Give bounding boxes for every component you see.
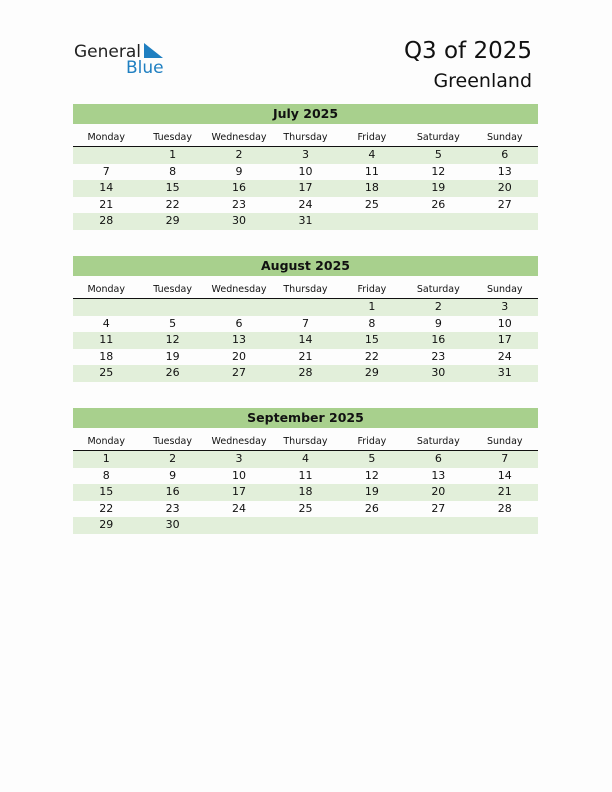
day-cell: 2: [235, 148, 243, 161]
day-cell: 26: [364, 501, 379, 515]
day-cell: [405, 517, 471, 534]
day-cell: 2: [434, 300, 442, 313]
day-cell: 6: [235, 316, 243, 330]
day-cell: [472, 213, 538, 230]
day-cell: [73, 147, 139, 164]
day-cell: 31: [497, 366, 512, 380]
day-cell: 28: [497, 501, 512, 515]
weekday-label: Friday: [357, 132, 387, 143]
weekday-label: Monday: [87, 436, 125, 447]
day-cell: 5: [169, 316, 177, 330]
month-calendar-august: [73, 256, 538, 382]
week-row: [73, 332, 538, 349]
day-cell: 12: [165, 333, 180, 347]
weekday-label: Wednesday: [211, 436, 267, 447]
day-cell: 5: [368, 452, 376, 465]
day-cell: 18: [364, 181, 379, 195]
day-cell: 27: [232, 366, 247, 380]
week-row: [73, 316, 538, 333]
day-cell: 26: [431, 197, 446, 211]
day-cell: 1: [368, 300, 376, 313]
day-cell: 3: [501, 300, 509, 313]
day-cell: 4: [368, 148, 376, 161]
day-cell: 27: [431, 501, 446, 515]
day-cell: [272, 517, 338, 534]
day-cell: 8: [102, 468, 110, 482]
day-cell: 1: [169, 148, 177, 161]
week-row: [73, 468, 538, 485]
weekday-label: Saturday: [416, 132, 460, 143]
week-row: [73, 164, 538, 181]
day-cell: 11: [364, 164, 379, 178]
day-cell: 4: [301, 452, 309, 465]
day-cell: 5: [434, 148, 442, 161]
day-cell: 23: [165, 501, 180, 515]
day-cell: 2: [169, 452, 177, 465]
weekday-label: Thursday: [283, 436, 328, 447]
day-cell: 7: [501, 452, 509, 465]
day-cell: [339, 213, 405, 230]
day-cell: 30: [431, 366, 446, 380]
day-cell: 31: [298, 214, 313, 228]
day-cell: 3: [235, 452, 243, 465]
day-cell: 19: [431, 181, 446, 195]
day-cell: 12: [431, 164, 446, 178]
logo-blue-text: Blue: [126, 58, 164, 78]
day-cell: 19: [364, 485, 379, 499]
weekday-label: Sunday: [486, 284, 523, 295]
day-cell: 10: [298, 164, 313, 178]
weekday-header: [73, 129, 538, 147]
weekday-label: Tuesday: [153, 284, 192, 295]
weekday-label: Tuesday: [153, 132, 192, 143]
day-cell: 22: [165, 197, 180, 211]
day-cell: 14: [497, 468, 512, 482]
day-cell: 14: [298, 333, 313, 347]
day-cell: 16: [431, 333, 446, 347]
day-cell: 23: [232, 197, 247, 211]
day-cell: 21: [298, 349, 313, 363]
day-cell: 7: [301, 316, 309, 330]
day-cell: 17: [497, 333, 512, 347]
day-cell: [139, 299, 205, 316]
day-cell: 9: [235, 164, 243, 178]
day-cell: 13: [497, 164, 512, 178]
day-cell: 25: [99, 366, 114, 380]
week-row: [73, 349, 538, 366]
day-cell: 26: [165, 366, 180, 380]
weekday-header: [73, 433, 538, 451]
month-title: September 2025: [73, 408, 538, 428]
week-row: [73, 213, 538, 230]
weekday-label: Monday: [87, 132, 125, 143]
weekday-label: Wednesday: [211, 132, 267, 143]
day-cell: 29: [165, 214, 180, 228]
logo-flag-icon: [142, 43, 164, 59]
day-cell: [73, 299, 139, 316]
month-title: July 2025: [73, 104, 538, 124]
day-cell: 10: [497, 316, 512, 330]
day-cell: 12: [364, 468, 379, 482]
day-cell: 8: [169, 164, 177, 178]
weekday-label: Monday: [87, 284, 125, 295]
day-cell: 13: [232, 333, 247, 347]
week-row: [73, 517, 538, 534]
weekday-label: Sunday: [486, 436, 523, 447]
day-cell: 7: [102, 164, 110, 178]
day-cell: 3: [301, 148, 309, 161]
day-cell: 24: [298, 197, 313, 211]
day-cell: 17: [232, 485, 247, 499]
page-subtitle: Greenland: [433, 70, 532, 92]
day-cell: 29: [364, 366, 379, 380]
page-title: Q3 of 2025: [403, 38, 532, 64]
day-cell: 8: [368, 316, 376, 330]
day-cell: 19: [165, 349, 180, 363]
weekday-label: Friday: [357, 284, 387, 295]
day-cell: 24: [497, 349, 512, 363]
month-title: August 2025: [73, 256, 538, 276]
day-cell: 22: [99, 501, 114, 515]
day-cell: [272, 299, 338, 316]
day-cell: 17: [298, 181, 313, 195]
day-cell: 15: [364, 333, 379, 347]
day-cell: 9: [169, 468, 177, 482]
week-row: [73, 501, 538, 518]
day-cell: 24: [232, 501, 247, 515]
week-row: [73, 451, 538, 468]
month-calendar-july: [73, 104, 538, 230]
day-cell: 16: [165, 485, 180, 499]
day-cell: 28: [298, 366, 313, 380]
week-row: [73, 147, 538, 164]
day-cell: 30: [232, 214, 247, 228]
day-cell: 11: [99, 333, 114, 347]
week-row: [73, 365, 538, 382]
day-cell: 25: [298, 501, 313, 515]
week-row: [73, 299, 538, 316]
weekday-header: [73, 281, 538, 299]
day-cell: 27: [497, 197, 512, 211]
weekday-label: Thursday: [283, 284, 328, 295]
weekday-label: Thursday: [283, 132, 328, 143]
day-cell: 22: [364, 349, 379, 363]
day-cell: 14: [99, 181, 114, 195]
weekday-label: Wednesday: [211, 284, 267, 295]
day-cell: [206, 299, 272, 316]
week-row: [73, 197, 538, 214]
day-cell: [405, 213, 471, 230]
day-cell: 9: [434, 316, 442, 330]
day-cell: 6: [501, 148, 509, 161]
day-cell: 10: [232, 468, 247, 482]
day-cell: [472, 517, 538, 534]
logo: [74, 42, 174, 78]
day-cell: 1: [102, 452, 110, 465]
weekday-label: Tuesday: [153, 436, 192, 447]
day-cell: 16: [232, 181, 247, 195]
day-cell: 21: [99, 197, 114, 211]
day-cell: 15: [165, 181, 180, 195]
day-cell: 18: [99, 349, 114, 363]
day-cell: 28: [99, 214, 114, 228]
day-cell: [206, 517, 272, 534]
day-cell: 11: [298, 468, 313, 482]
day-cell: 4: [102, 316, 110, 330]
day-cell: 20: [497, 181, 512, 195]
weekday-label: Saturday: [416, 436, 460, 447]
weekday-label: Friday: [357, 436, 387, 447]
day-cell: 30: [165, 518, 180, 532]
weekday-label: Sunday: [486, 132, 523, 143]
day-cell: 29: [99, 518, 114, 532]
day-cell: 20: [431, 485, 446, 499]
weekday-label: Saturday: [416, 284, 460, 295]
day-cell: 15: [99, 485, 114, 499]
day-cell: [339, 517, 405, 534]
day-cell: 6: [434, 452, 442, 465]
day-cell: 13: [431, 468, 446, 482]
day-cell: 25: [364, 197, 379, 211]
day-cell: 23: [431, 349, 446, 363]
day-cell: 21: [497, 485, 512, 499]
week-row: [73, 484, 538, 501]
week-row: [73, 180, 538, 197]
logo-general-text: General: [74, 42, 141, 62]
day-cell: 20: [232, 349, 247, 363]
month-calendar-september: [73, 408, 538, 534]
day-cell: 18: [298, 485, 313, 499]
